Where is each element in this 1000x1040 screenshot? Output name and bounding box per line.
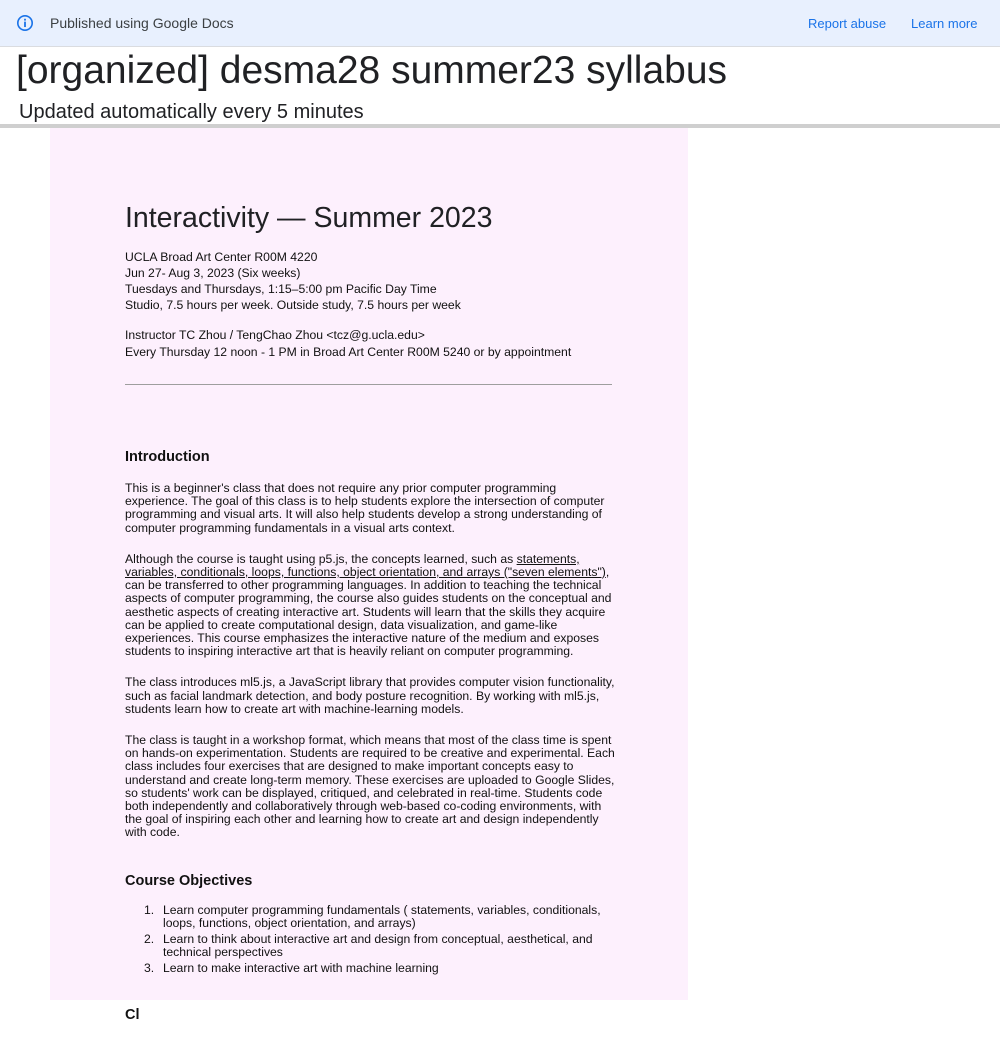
- list-item-text: Learn to think about interactive art and design from conceptual, aesthetical, and technical perspectives: [163, 932, 593, 960]
- document-page: [50, 128, 688, 1023]
- meta-dates: Jun 27- Aug 3, 2023 (Six weeks): [125, 265, 301, 280]
- list-item-text: Learn to make interactive art with machine learning: [163, 961, 439, 976]
- update-notice: Updated automatically every 5 minutes: [19, 101, 364, 123]
- list-number: 2.: [144, 932, 155, 947]
- published-label: Published using Google Docs: [50, 15, 234, 31]
- horizontal-rule: [125, 384, 612, 385]
- publish-banner: [0, 0, 1000, 47]
- meta-office-hours: Every Thursday 12 noon - 1 PM in Broad Art Center R00M 5240 or by appointment: [125, 344, 572, 359]
- learn-more-link[interactable]: Learn more: [911, 16, 978, 31]
- intro-p2-text: Although the course is taught using p5.js, the concepts learned, such as: [125, 551, 517, 566]
- seven-elements-link[interactable]: statements, variables, conditionals, loops, functions, object orientation, and arrays ("seven elements"): [125, 551, 606, 580]
- list-item: [125, 962, 615, 975]
- next-section-heading: Cl: [125, 1006, 140, 1023]
- document-content: [125, 201, 615, 1040]
- meta-schedule: Tuesdays and Thursdays, 1:15–5:00 pm Pacific Day Time: [125, 282, 437, 296]
- list-item: [125, 904, 615, 930]
- list-item-text: Learn computer programming fundamentals ( statements, variables, conditionals, loops, functions, object orientation, and arrays): [163, 902, 601, 930]
- document-title: [organized] desma28 summer23 syllabus: [16, 49, 728, 92]
- course-meta: [125, 250, 615, 360]
- introduction-heading: Introduction: [125, 449, 210, 465]
- intro-paragraph-1: This is a beginner's class that does not require any prior computer programming experience. The goal of this class is to help students explore the intersection of computer programming and visual arts. It will also help students develop a strong understanding of computer programming fundamentals in a visual arts context.: [125, 481, 605, 535]
- report-abuse-link[interactable]: Report abuse: [808, 16, 887, 31]
- meta-hours: Studio, 7.5 hours per week. Outside study, 7.5 hours per week: [125, 297, 461, 312]
- syllabus-heading: Interactivity — Summer 2023: [125, 202, 493, 234]
- intro-paragraph-4: The class is taught in a workshop format, which means that most of the class time is spent on hands-on experimentation. Students are required to be creative and experimental. Each class includes four exercises that are designed to make important concepts easy to understand and create long-term memory. These exercises are uploaded to Google Slides, so students' work can be displayed, critiqued, and celebrated in real-time. Students code both independently and collaboratively through web-based co-coding environments, with the goal of inspiring each other and learning how to create art and design independently with code.: [125, 733, 615, 840]
- course-objectives-heading: Course Objectives: [125, 872, 253, 889]
- list-item: [125, 933, 615, 959]
- info-icon: [16, 14, 34, 32]
- meta-location: UCLA Broad Art Center R00M 4220: [125, 250, 318, 264]
- objectives-list: [125, 904, 615, 976]
- intro-paragraph-2: [125, 553, 615, 659]
- list-number: 1.: [144, 902, 155, 917]
- meta-instructor: Instructor TC Zhou / TengChao Zhou <tcz@g.ucla.edu>: [125, 328, 425, 342]
- intro-paragraph-3: The class introduces ml5.js, a JavaScript library that provides computer vision functionality, such as facial landmark detection, and body posture recognition. By working with ml5.js, students learn how to create art with machine-learning models.: [125, 675, 615, 716]
- list-number: 3.: [144, 961, 155, 976]
- intro-p2-text-end: , can be transferred to other programming languages. In addition to teaching the technical aspects of computer programming, the course also guides students on the conceptual and aesthetic aspects of creating interactive art. Students will learn that the skills they acquire can be applied to create computational design, data visualization, and game-like experiences. This course emphasizes the interactive nature of the medium and exposes students to inspiring interactive art that is heavily reliant on computer programming.: [125, 565, 612, 659]
